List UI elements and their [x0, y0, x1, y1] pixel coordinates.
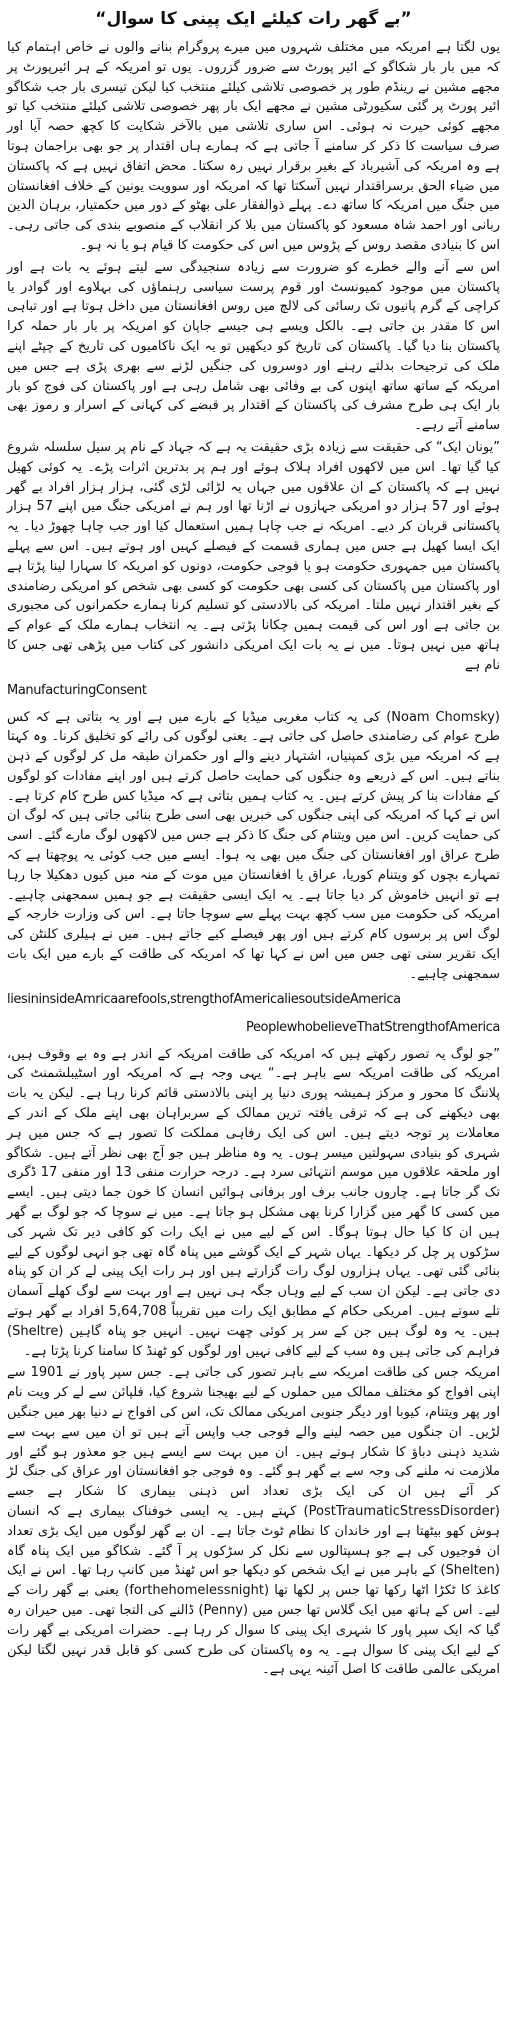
english-quote-line-2: PeoplewhobelieveThatStrengthofAmerica [245, 1019, 500, 1035]
paragraph: امریکہ جس کی طاقت امریکہ سے باہر تصور کی جاتی ہے۔ جس سپر پاور نے 1901 سے اپنی افواج کو مختلف ممالک میں حملوں کے لیے بھیجنا شروع کیا، فلپائن سے لے کر ویت نام اور پھر ویتنام، کیوبا اور دیگر جنوبی امریکی ممالک تک، اس کی افواج نے دنیا بھر میں جنگیں لڑیں۔ ان جنگوں میں حصہ لینے والے فوجی جب واپس آتے ہیں تو ان میں سے بہت سے شدید ذہنی دباؤ کا شکار ہوتے ہیں۔ ان میں بہت سے ایسے ہیں جو معذور ہو گئے اور ملازمت نہ ملنے کی وجہ سے بے گھر ہو گئے۔ وہ فوجی جو افغانستان اور عراق کی جنگ لڑ کر آئے ہیں ان کی ایک بڑی تعداد اس ذہنی بیماری کا شکار ہے جسے (PostTraumaticStressDisorder) کہتے ہیں۔ یہ ایسی خوفناک بیماری ہے کہ انسان ہوش کھو بیٹھتا ہے اور خاندان کا نظام ٹوٹ جاتا ہے۔ ان بے گھر لوگوں میں ایک بڑی تعداد ان فوجیوں کی ہے جو ہسپتالوں سے نکل کر سڑکوں پر آ گئے۔ شکاگو میں ایک پناہ گاہ (Shelten) کے باہر میں نے ایک شخص کو دیکھا جو اس ٹھنڈ میں کانپ رہا تھا۔ اس نے ایک کاغذ کا ٹکڑا اٹھا رکھا تھا جس پر لکھا تھا (forthehomelessnight) یعنی بے گھر رات کے لیے۔ اس کے ہاتھ میں ایک گلاس تھا جس میں (Penny) ڈالنے کی التجا تھی۔ میں حیران رہ گیا کہ ایک سپر پاور کا شہری ایک پینی کا سوال کر رہا ہے۔ حضرات امریکی بے گھر رات کے لیے ایک پینی کا سوال ہے۔ یہ وہ پاکستان کی طرح کسی کو قابل قدر نہیں لگتا لیکن امریکی عالمی طاقت کا اصل آئینہ یہی ہے۔ [7, 1365, 501, 1678]
paragraph: اس سے آنے والے خطرے کو ضرورت سے زیادہ سنجیدگی سے لیتے ہوئے یہ بات ہے اور پاکستان میں موجود کمیونسٹ اور قوم پرست سیاسی رہنماؤں کی بہلاوے اور گوادر یا کراچی کے گرم پانیوں تک رسائی کی لالچ میں روس افغانستان میں داخل ہوتا ہے اور تباہی اس کا مقدر بن جاتی ہے۔ بالکل ویسے ہی جیسے جاپان کو امریکہ پر بار بار حملہ کرا پاکستان بنا دیا گیا۔ پاکستان کی تاریخ کو دیکھیں تو یہ ایک ناکامیوں کی تاریخ کے چپٹے اپنے ملک کی ترجیحات بدلتے رہنے اور دوسروں کی جنگیں لڑنے سے بھری پڑی ہے جس میں امریکہ کے ساتھ ساتھ اپنوں کی بے وفائی بھی شامل رہی ہے اور پاکستان کی فوج کو بار بار ایک ہی طرح مشرف کی پاکستان کے اقتدار پر قبضے کی کہانی کے اسرار و رموز بھی سامنے آتے رہے۔ [7, 259, 500, 434]
english-quote-line-1: liesininsideAmricaarefools,strengthofAmericaliesoutsideAmerica [7, 991, 401, 1007]
paragraph: یوں لگتا ہے امریکہ میں مختلف شہروں میں میرے پروگرام بنانے والوں نے خاص اہتمام کیا کہ میں بار بار شکاگو کے ائیر پورٹ سے ضرور گزروں۔ یوں تو امریکہ کے ہر ائیرپورٹ پر مجھے مشین نے رینڈم طور پر خصوصی تلاشی کیلئے منتخب کیا لیکن تیسری بار جب شکاگو ائیر پورٹ پر گئی سکیورٹی مشین نے مجھے ایک بار پھر خصوصی تلاشی کیلئے منتخب کیا تو مجھے کوئی حیرت نہ ہوئی۔ اس ساری تلاشی میں بالآخر شکایت کا کچھ حصہ آیا اور صرف سیاست کا ذکر کر سامنے آ جاتی ہے کہ ہمارے ہاں اقتدار پر جو بھی براجمان ہوتا ہے وہ امریکہ کی آشیرباد کے بغیر برقرار نہیں رہ سکتا۔ محض اتفاق نہیں ہے کہ پاکستان میں ضیاء الحق برسراقتدار نہیں آسکتا تھا کہ امریکہ اور سوویت یونین کے خلاف افغانستان میں جنگ میں امریکہ کا ساتھ دے۔ پہلے ذوالفقار علی بھٹو کے دور میں حکمتیار، برہان الدین ربانی اور احمد شاہ مسعود کو پاکستان میں بلا کر انقلاب کے منصوبے بندی کی جاتی رہی۔ اس کا بنیادی مقصد روس کے پڑوس میں اس کی حکومت کا قیام ہو یا نہ ہو۔ [7, 40, 500, 253]
paragraph: ”جو لوگ یہ تصور رکھتے ہیں کہ امریکہ کی طاقت امریکہ کے اندر ہے وہ بے وقوف ہیں، امریکہ کی طاقت امریکہ سے باہر ہے۔“ یہی وجہ ہے کہ امریکہ اور اسٹیبلشمنٹ کی پلاننگ کا محور و مرکز ہمیشہ پوری دنیا پر اپنی بالادستی قائم کرنا رہا ہے۔ لیکن یہ بات بھی دیکھنے کی ہے کہ ترقی یافتہ ترین ممالک کے سربراہان بھی اپنے ملک کے اندر کے معاملات پر توجہ دیتے ہیں۔ اس کی ایک رفاہی مملکت کا تصور ہے کہ جس میں ہر شہری کو بنیادی سہولتیں میسر ہوں۔ یہ وہ مناظر ہیں جو آج بھی نظر آتے ہیں۔ شکاگو اور ملحقہ علاقوں میں موسم انتہائی سرد ہے۔ درجہ حرارت منفی 13 اور منفی 17 ڈگری تک گر جاتا ہے۔ چاروں جانب برف اور برفانی ہوائیں انسان کا خون جما دیتی ہیں۔ ایسے میں کسی کا گھر میں گزارا کرنا بھی مشکل ہو جاتا ہے۔ میں نے سوچا کہ جو لوگ بے گھر ہیں ان کا کیا حال ہوتا ہوگا۔ اس کے لیے میں نے ایک رات کو کافی دیر تک شہر کی سڑکوں پر چل کر دیکھا۔ یہاں شہر کے ایک گوشے میں پناہ گاہ تھی جو انہی لوگوں کے لیے بنائی گئی تھی۔ یہاں ہزاروں لوگ رات گزارتے ہیں اور ہر رات ایک پینی لے کر ان کو پناہ دی جاتی ہے۔ لیکن ان سب کے لیے وہاں جگہ ہی نہیں ہے اور بہت سے لوگ کھلے آسمان تلے سوتے ہیں۔ امریکی حکام کے مطابق ایک رات میں تقریباً 5,64,708 افراد بے گھر ہوتے ہیں۔ یہ وہ لوگ ہیں جن کے سر پر کوئی چھت نہیں۔ انہیں جو پناہ گاہیں (Sheltre) فراہم کی جاتی ہیں وہ سب کے لیے کافی نہیں اور لوگوں کو ٹھنڈ کا سامنا کرنا پڑتا ہے۔ [7, 1046, 501, 1359]
paragraph: (Noam Chomsky) کی یہ کتاب مغربی میڈیا کے بارے میں ہے اور یہ بتاتی ہے کہ کس طرح عوام کی رضامندی حاصل کی جاتی ہے۔ یعنی لوگوں کی رائے کو تخلیق کرنا۔ وہ کہتا ہے کہ امریکہ میں بڑی کمپنیاں، اشتہار دینے والے اور حکمران طبقہ مل کر لوگوں کے ذہن بناتے ہیں۔ اس کے ذریعے وہ جنگوں کی حمایت حاصل کرتے ہیں اور اپنے مفادات کو لوگوں کے مفادات بنا کر پیش کرتے ہیں۔ یہ کتاب ہمیں بتاتی ہے کہ میڈیا کس طرح کام کرتا ہے۔ اس نے کہا کہ امریکہ کی اپنی جنگوں کی خبریں بھی اسی طرح بنائی جاتی ہیں کہ لوگ ان کی حمایت کریں۔ اس میں ویتنام کی جنگ کا ذکر ہے جس میں لاکھوں لوگ مارے گئے۔ اسی طرح عراق اور افغانستان کی جنگ میں بھی یہ ہوا۔ ایسے میں جب کوئی یہ پوچھتا ہے کہ تمہارے بچوں کو ویتنام کوریا، عراق یا افغانستان میں موت کے منہ میں کیوں دھکیلا جا رہا ہے تو انہیں خاموش کر دیا جاتا ہے۔ یہ ایک ایسی حقیقت ہے جو ہمیں سمجھنی چاہیے۔ امریکہ کی حکومت میں سب کچھ بہت پہلے سے سوچا جاتا ہے۔ اس کی وزارت خارجہ کے لوگ اس پر برسوں کام کرتے ہیں اور پھر فیصلے کیے جاتے ہیں۔ میں نے ہیلری کلنٹن کی ایک تقریر سنی تھی جس میں اس نے کہا تھا کہ امریکہ کی طاقت کے بارے میں ایک بات سمجھنی چاہیے۔ [7, 709, 500, 982]
column-title: ”بے گھر رات کیلئے ایک پینی کا سوال“ [95, 9, 412, 29]
english-quote-manufacturing-consent: ManufacturingConsent [7, 682, 147, 698]
paragraph: ”یونان ایک“ کی حقیقت سے زیادہ بڑی حقیقت یہ ہے کہ جہاد کے نام پر سیل سلسلہ شروع کیا گیا تھا۔ اس میں لاکھوں افراد ہلاک ہوئے اور ہم پر بدترین اثرات پڑے۔ یہ کوئی کھیل نہیں ہے کہ پاکستان کے ان علاقوں میں جہاں یہ لڑائی لڑی گئی، ہزار ہزار افراد بے گھر ہوئے اور 57 ہزار دو امریکی جہازوں نے اڑنا تھا اور ہم نے امریکی جنگ میں اپنے 57 ہزار پاکستانی قربان کر دیے۔ امریکہ نے جب چاہا ہمیں استعمال کیا اور جب چاہا چھوڑ دیا۔ یہ ایک ایسا کھیل ہے جس میں ہماری قسمت کے فیصلے کہیں اور ہوتے ہیں۔ اس سے پہلے پاکستان میں جمہوری حکومت ہو یا فوجی حکومت، دونوں کو امریکہ کا سہارا لینا پڑتا ہے اور پاکستان میں پاکستان کی کسی بھی حکومت کو کسی بھی شخص کو امریکی رضامندی کے بغیر اقتدار نہیں ملتا۔ امریکہ کی بالادستی کو تسلیم کرنا ہمارے حکمرانوں کی مجبوری بن جاتی ہے اور اس کی قیمت ہمیں چکانا پڑتی ہے۔ یہ انتخاب ہمارے ملک کے عوام کے ہاتھ میں نہیں ہوتا۔ میں نے یہ بات ایک امریکی دانشور کی کتاب میں پڑھی تھی جس کا نام ہے [7, 439, 500, 673]
column-body [7, 38, 500, 1680]
